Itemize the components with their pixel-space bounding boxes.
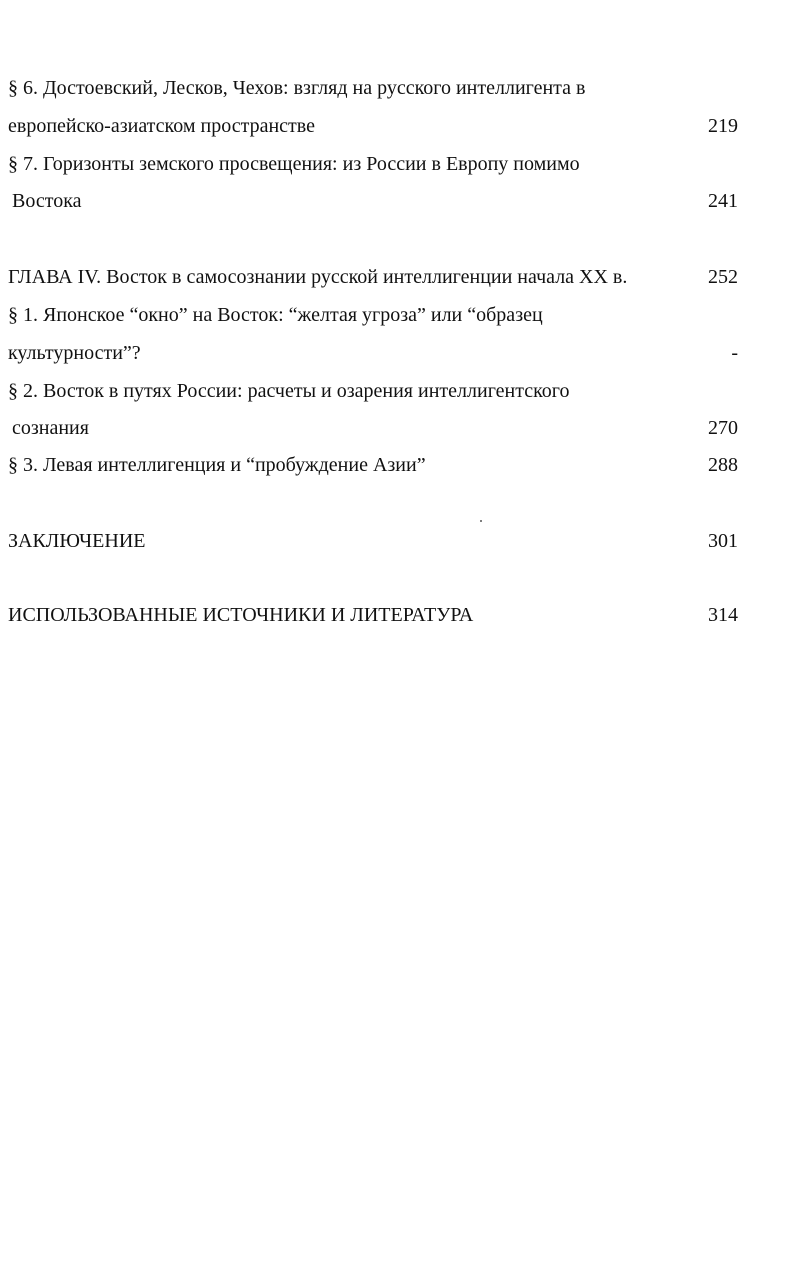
toc-chapter-4-title: ГЛАВА IV. Восток в самосознании русской интеллигенции начала XX в. <box>8 266 628 288</box>
toc-conclusion-title: ЗАКЛЮЧЕНИЕ <box>8 530 146 552</box>
toc-entry-s6-line1: § 6. Достоевский, Лесков, Чехов: взгляд на русского интеллигента в <box>8 77 586 99</box>
toc-entry-s7-line1: § 7. Горизонты земского просвещения: из России в Европу помимо <box>8 153 580 175</box>
toc-page-c4s2: 270 <box>708 417 738 439</box>
toc-page-conclusion: 301 <box>708 530 738 552</box>
toc-entry-c4s2-line1: § 2. Восток в путях России: расчеты и озарения интеллигентского <box>8 380 570 402</box>
toc-page-c4s3: 288 <box>708 454 738 476</box>
toc-entry-c4s2-line2: сознания <box>12 417 89 439</box>
toc-page-s6: 219 <box>708 115 738 137</box>
toc-entry-s6-line2: европейско-азиатском пространстве <box>8 115 315 137</box>
toc-entry-c4s1-line2: культурности”? <box>8 342 141 364</box>
toc-page-s7: 241 <box>708 190 738 212</box>
toc-entry-c4s1-line1: § 1. Японское “окно” на Восток: “желтая угроза” или “образец <box>8 304 543 326</box>
toc-page-c4s1: - <box>731 342 738 364</box>
toc-page-sources: 314 <box>708 604 738 626</box>
scan-speck <box>480 520 482 522</box>
toc-page-chapter-4: 252 <box>708 266 738 288</box>
toc-entry-c4s3: § 3. Левая интеллигенция и “пробуждение Азии” <box>8 454 426 476</box>
toc-entry-s7-line2: Востока <box>12 190 82 212</box>
toc-sources-title: ИСПОЛЬЗОВАННЫЕ ИСТОЧНИКИ И ЛИТЕРАТУРА <box>8 604 474 626</box>
